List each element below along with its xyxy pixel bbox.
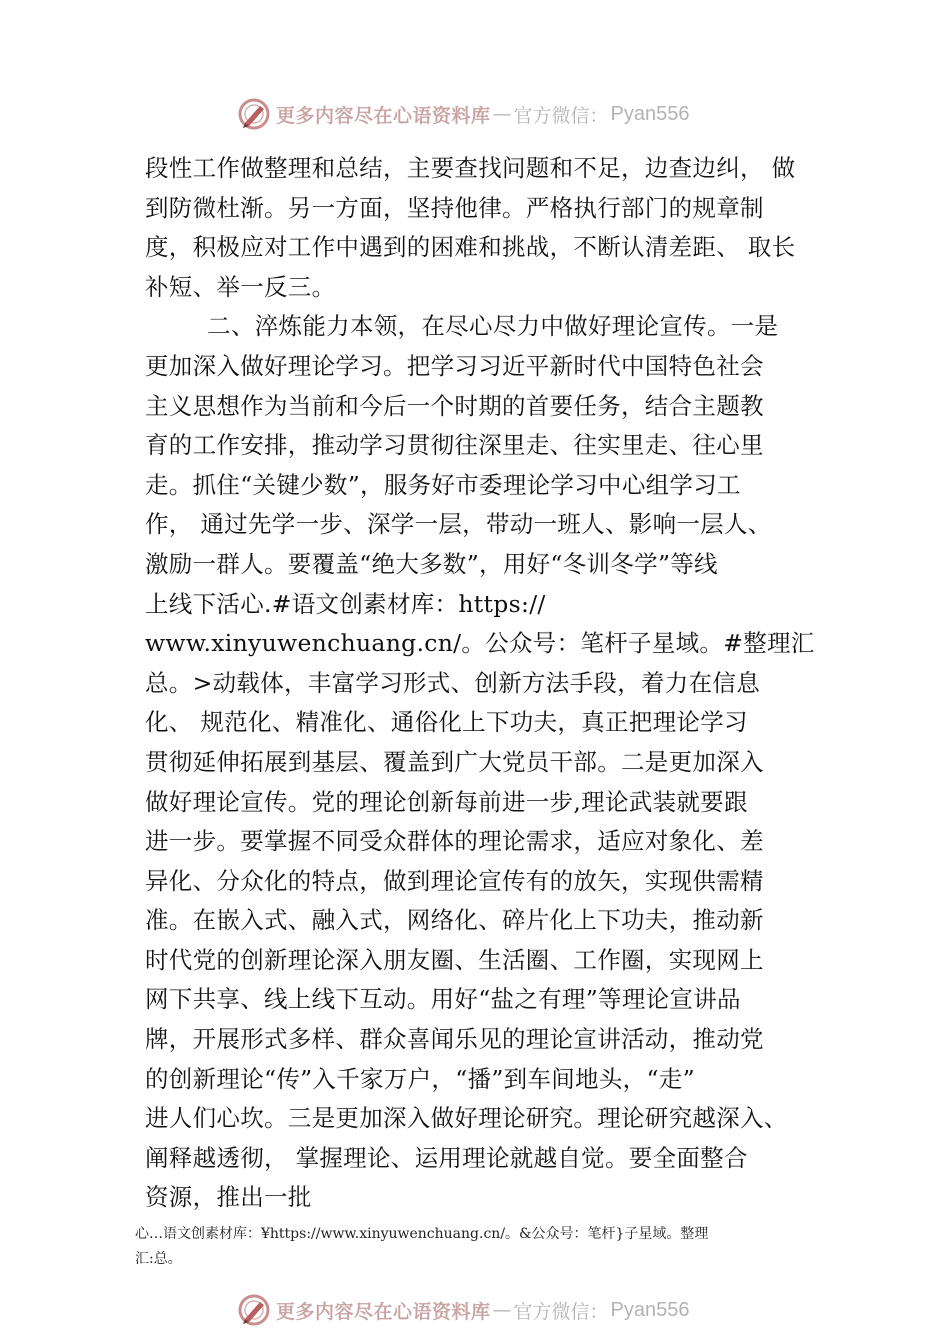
body-line: 贯彻延伸拓展到基层、覆盖到广大党员干部。二是更加深入 [145,747,764,776]
body-line: 化、 规范化、精准化、通俗化上下功夫，真正把理论学习 [145,708,748,737]
body-line: 激励一群人。要覆盖“绝大多数”，用好“冬训冬学”等线 [145,549,718,578]
watermark-wechat-label: 官方微信： [513,1300,609,1323]
watermark-wechat-id: Pyan556 [610,102,690,125]
footnote-line: 汇:总。 [135,1251,182,1267]
body-line: 段性工作做整理和总结，主要查找问题和不足，边查边纠， 做 [145,154,796,182]
body-line: 总。>动载体，丰富学习形式、创新方法手段，着力在信息 [145,668,760,697]
body-line: 上线下活心.#语文创素材库：https:// [145,589,546,618]
body-line: 做好理论宣传。党的理论创新每前进一步,理论武装就要跟 [145,787,748,816]
body-line: 的创新理论“传”入千家万户，“播”到车间地头，“走” [145,1064,695,1093]
pen-seal-logo-icon [236,96,272,132]
watermark-separator: — [492,103,512,125]
watermark-wechat-label: 官方微信： [513,104,609,127]
body-line: 走。抓住“关键少数”，服务好市委理论学习中心组学习工 [145,470,741,499]
body-line: www.xinyuwenchuang.cn/。公众号：笔杆子星域。#整理汇 [145,629,815,658]
watermark-separator: — [492,1299,512,1321]
body-line: 度，积极应对工作中遇到的困难和挑战，不断认清差距、 取长 [145,233,796,262]
footer-watermark [236,1292,756,1328]
header-watermark [236,96,756,132]
document-body [145,149,825,1218]
body-line: 进人们心坎。三是更加深入做好理论研究。理论研究越深入、 [145,1104,788,1133]
body-line: 网下共享、线上线下互动。用好“盐之有理”等理论宣讲品 [145,985,741,1014]
body-line: 牌，开展形式多样、群众喜闻乐见的理论宣讲活动，推动党 [145,1025,764,1054]
body-line: 补短、举一反三。 [145,272,336,301]
watermark-wechat-id: Pyan556 [610,1298,690,1321]
footnote [135,1222,835,1272]
body-line: 异化、分众化的特点，做到理论宣传有的放矢，实现供需精 [145,866,764,895]
watermark-brand: 更多内容尽在心语资料库 [276,1300,491,1323]
body-line: 更加深入做好理论学习。把学习习近平新时代中国特色社会 [145,351,764,380]
body-line: 育的工作安排，推动学习贯彻往深里走、往实里走、往心里 [145,431,764,460]
body-line: 主义思想作为当前和今后一个时期的首要任务，结合主题教 [145,391,764,420]
body-line: 阐释越透彻， 掌握理论、运用理论就越自觉。要全面整合 [145,1143,748,1172]
body-line: 进一步。要掌握不同受众群体的理论需求，适应对象化、差 [145,827,764,856]
body-line: 二、淬炼能力本领，在尽心尽力中做好理论宣传。一是 [145,312,779,341]
footnote-line: 心…语文创素材库：¥https://www.xinyuwenchuang.cn/。&公众号：笔杆}子星域。整理 [135,1226,709,1242]
body-line: 时代党的创新理论深入朋友圈、生活圈、工作圈，实现网上 [145,945,764,974]
body-line: 作， 通过先学一步、深学一层，带动一班人、影响一层人、 [145,510,772,539]
body-line: 资源，推出一批 [145,1183,312,1212]
pen-seal-logo-icon [236,1292,272,1328]
body-line: 准。在嵌入式、融入式，网络化、碎片化上下功夫，推动新 [145,906,764,935]
body-line: 到防微杜渐。另一方面，坚持他律。严格执行部门的规章制 [145,193,764,222]
watermark-brand: 更多内容尽在心语资料库 [276,104,491,127]
